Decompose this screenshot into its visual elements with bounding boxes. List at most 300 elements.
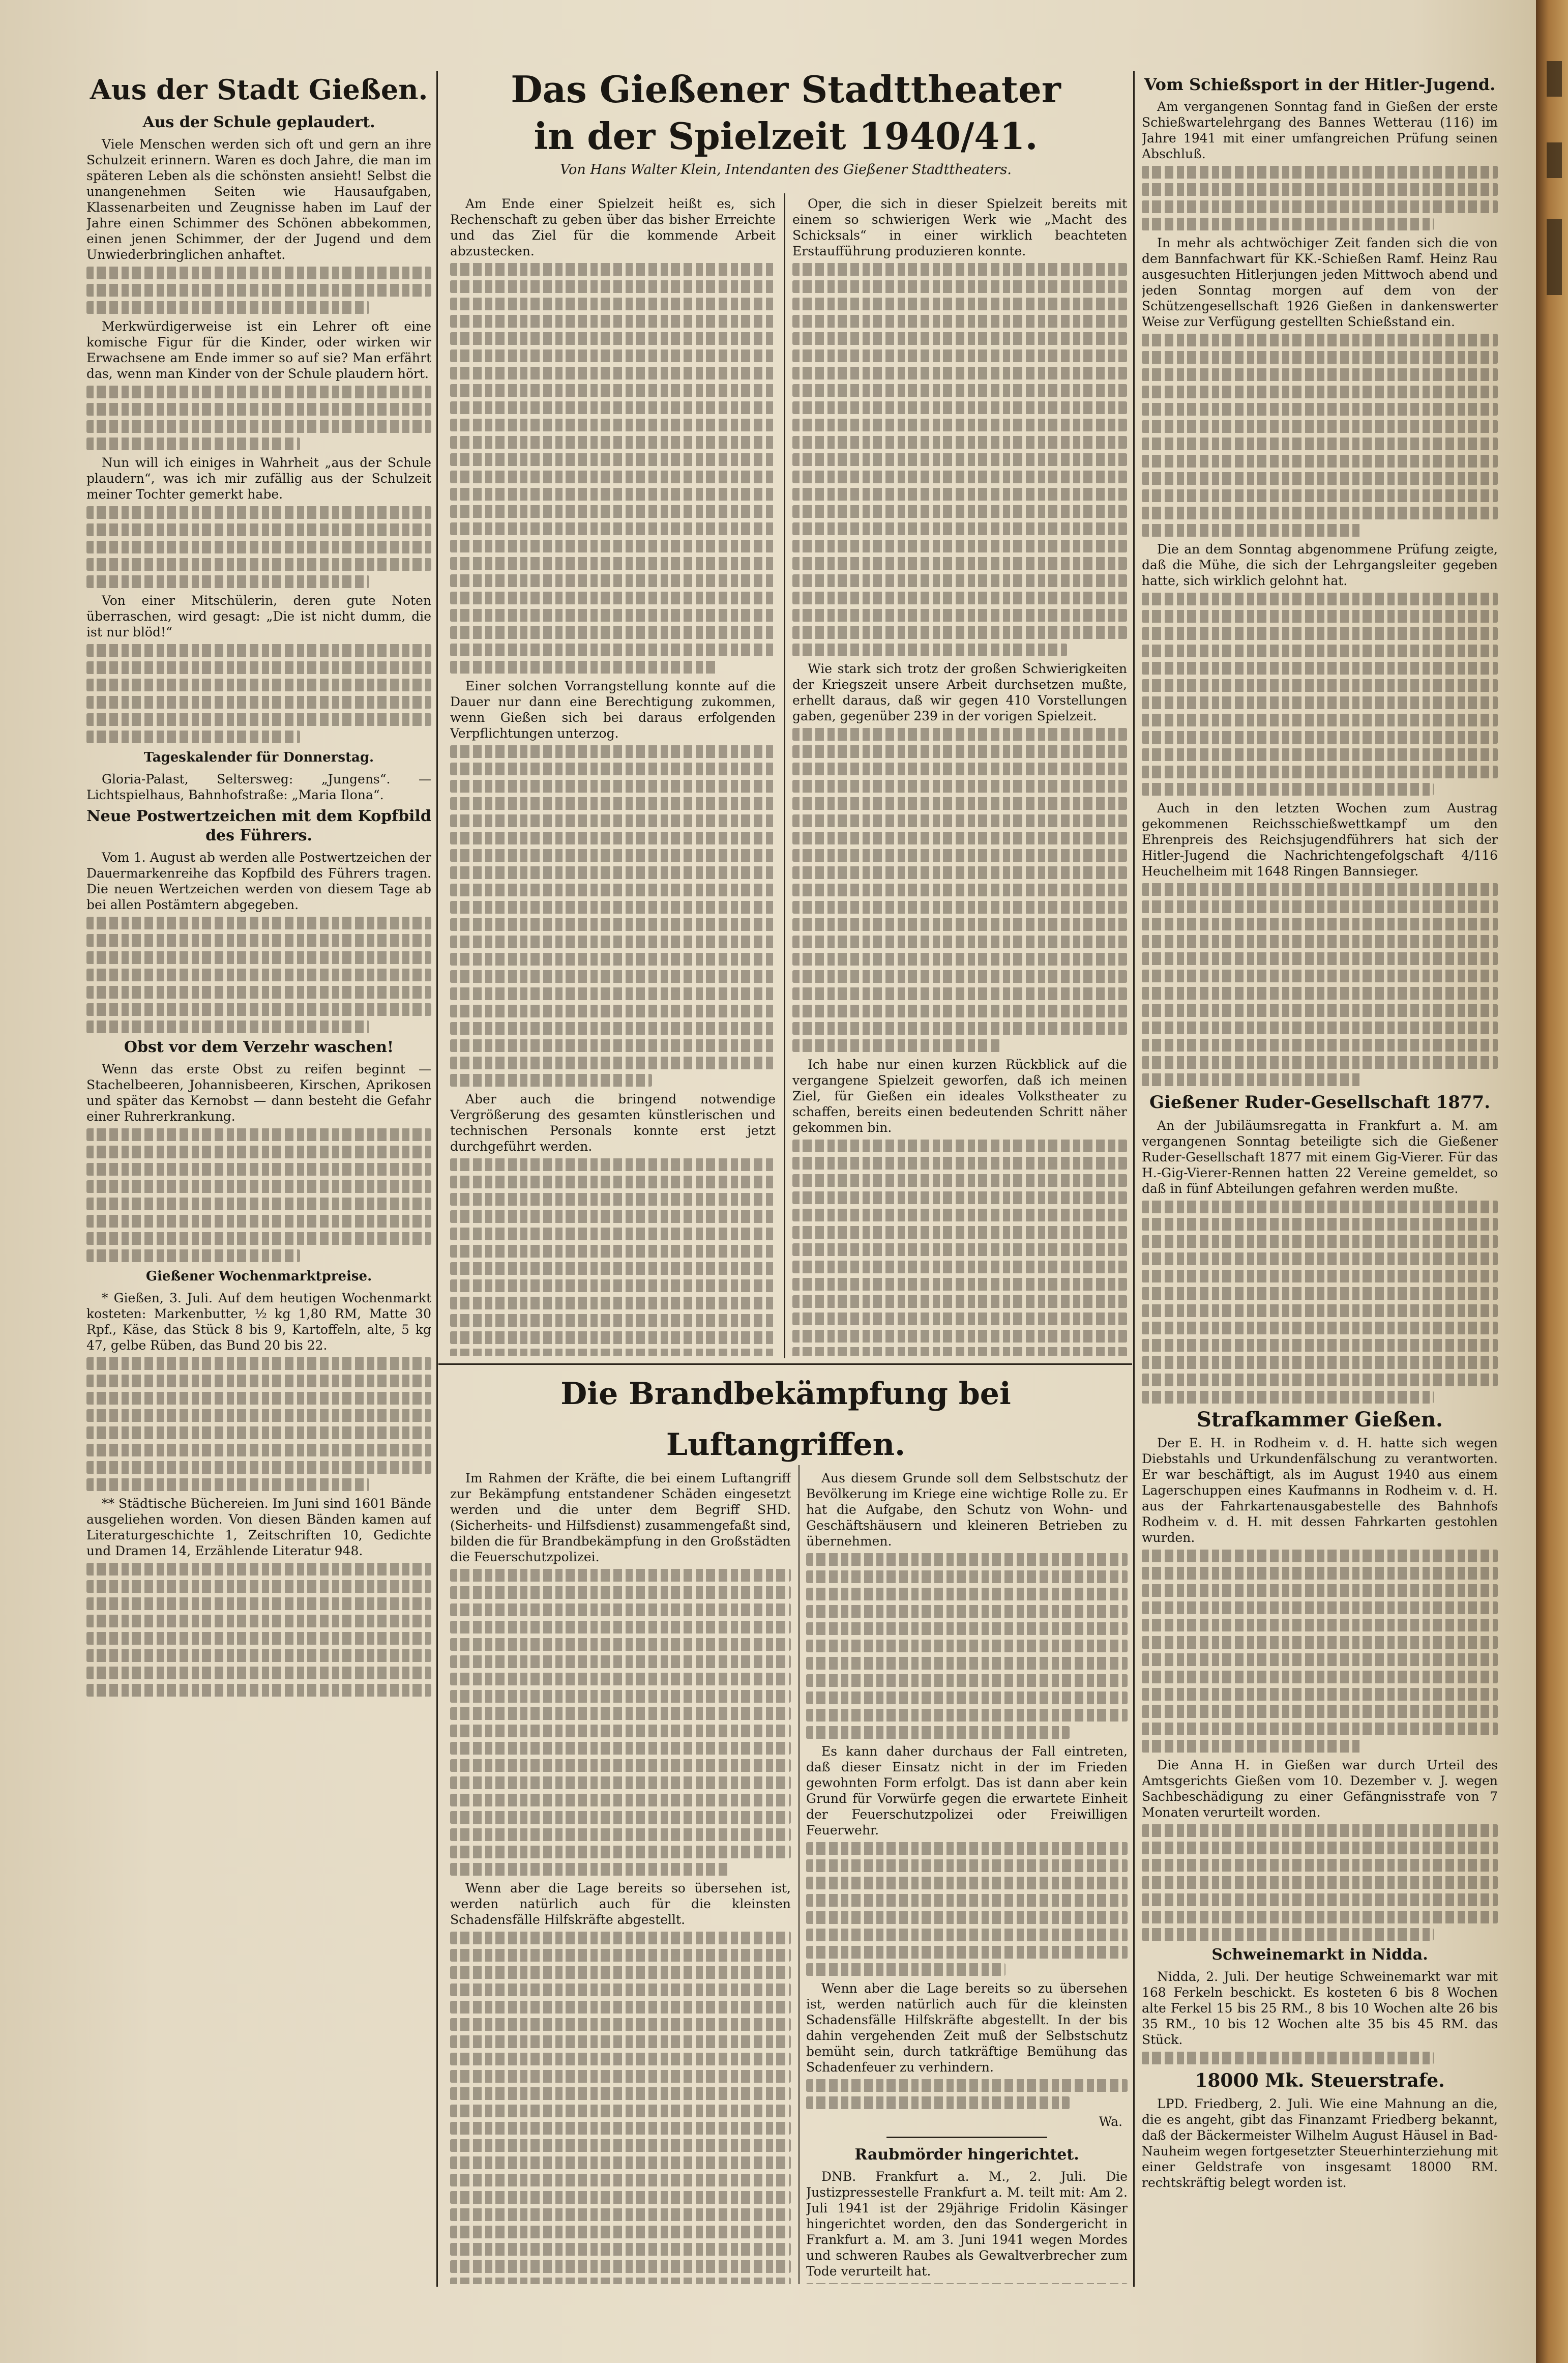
text-line [450,1297,776,1309]
theater-column-a [450,196,776,1356]
text-line [450,609,776,622]
steuerstrafe-heading: 18000 Mk. Steuerstrafe. [1195,2070,1445,2091]
text-line [450,2035,791,2048]
edge-text-mark [1547,142,1562,178]
column-rule-right [1133,71,1135,2287]
text-line [450,280,776,293]
text-line [792,1330,1127,1343]
text-line [86,386,431,398]
text-line [86,713,431,726]
text-line [86,403,431,416]
edge-text-mark [1547,61,1562,97]
text-line [1142,1601,1498,1614]
text-line [86,917,431,929]
text-line [1142,1653,1498,1666]
text-line [450,1725,791,1737]
schweinemarkt-paragraph: Nidda, 2. Juli. Der heutige Schweinemarkt war mit 168 Ferkeln beschickt. Es kosteten 6 bis 8 Wochen alte Ferkel 15 bis 25 RM., 8 bis 10 Wochen alte 26 bis 35 RM., 10 bis 12 Wochen alte 35 bis 45 RM. das Stück. [1142,1969,1498,2047]
text-line [86,541,431,553]
text-line [792,280,1127,293]
text-line [1142,883,1498,896]
text-line [1142,679,1498,692]
text-line [792,384,1127,397]
text-line [1142,218,1434,230]
text-line [86,1375,431,1387]
text-line [1142,627,1498,640]
text-line [450,1022,776,1035]
text-line [1142,368,1498,381]
brand-column-a [450,1470,791,2284]
text-line [86,1163,431,1176]
text-line [792,349,1127,362]
text-line [450,1245,776,1258]
right-column [1142,71,1498,2289]
text-line [450,540,776,552]
article-paragraph: Vom 1. August ab werden alle Postwertzeichen der Dauermarkenreihe das Kopfbild des Führers tragen. Die neuen Wertzeichen werden von diesem Tage ab bei allen Postämtern abgegeben. [86,850,431,912]
buecherei-text: ** Städtische Büchereien. Im Juni sind 1601 Bände ausgeliehen worden. Von diesen Bänden kamen auf Literaturgeschichte 1, Zeitschriften 10, Gedichte und Dramen 14, Erzählende Literatur 948. [86,1496,431,1558]
text-line [450,918,776,931]
theater-paragraph: Aber auch die bringend notwendige Vergrößerung des gesamten künstlerischen und technischen Personals konnte erst jetzt durchgeführt werden. [450,1092,776,1154]
text-line [450,471,776,483]
text-line [450,1742,791,1755]
article-paragraph: Wenn das erste Obst zu reifen beginnt — Stachelbeeren, Johannisbeeren, Kirschen, Aprikosen und später das Kernobst — dann besteht die Gefahr einer Ruhrerkrankung. [86,1062,431,1124]
schiess-paragraph: Auch in den letzten Wochen zum Austrag gekommenen Reichsschießwettkampf um den Ehrenpreis des Reichsjugendführers hat sich der Hitler-Jugend die Nachrichtengefolgschaft 4/116 Heuchelheim mit 1648 Ringen Bannsieger. [1142,801,1498,879]
text-line [1142,766,1498,778]
text-line [1142,1550,1498,1562]
text-line [792,401,1127,414]
text-line [806,1726,1070,1739]
column-rule-theater-mid [784,193,785,1358]
text-line [1142,1022,1498,1034]
text-line [1142,1740,1363,1753]
text-line [792,1312,1127,1325]
text-line [1142,351,1498,364]
text-line [86,969,431,981]
text-line [450,1828,791,1841]
text-line [792,471,1127,483]
text-line [806,1553,1128,1566]
text-line [1142,489,1498,502]
column-rule-brand-mid [798,1465,800,2284]
text-line [792,298,1127,310]
text-line [1142,1004,1498,1017]
brand-paragraph: Es kann daher durchaus der Fall eintreten, daß dieser Einsatz nicht in der im Frieden gewohnten Form erfolgt. Das ist dann aber kein Grund für Vorwürfe gegen die erwartete Einheit der Feuerschutzpolizei oder Freiwilligen Feuerwehr. [806,1744,1128,1837]
text-line [450,315,776,328]
text-line [450,797,776,810]
text-line [792,609,1127,622]
text-line [86,1597,431,1610]
text-line [450,505,776,518]
text-line [1142,1688,1498,1701]
text-line [450,1811,791,1824]
text-line [86,1632,431,1645]
text-line [450,1794,791,1806]
text-line [792,488,1127,501]
article-paragraph: Nun will ich einiges in Wahrheit „aus der Schule plaudern“, was ich mir zufällig aus der Schulzeit meiner Tochter gemerkt habe. [86,455,431,502]
binding-edge [1536,0,1568,2363]
theater-paragraph: Wie stark sich trotz der großen Schwierigkeiten der Kriegszeit unsere Arbeit durchsetzen mußte, erhellt daraus, daß wir gegen 410 Vorstellungen gaben, gegenüber 239 in der vorigen Spielzeit. [792,661,1127,723]
text-line [450,970,776,983]
theater-byline: Von Hans Walter Klein, Intendanten des Gießener Stadttheaters. [560,162,1012,178]
divider-rule [886,2137,1047,2138]
text-line [806,1622,1128,1635]
text-line [450,367,776,380]
text-line [450,332,776,345]
text-line [450,1176,776,1188]
text-line [1142,1671,1498,1683]
text-line [86,506,431,519]
text-line [792,367,1127,380]
text-line [1142,1304,1498,1317]
text-line [450,1966,791,1979]
text-line [1142,1218,1498,1231]
text-line [86,986,431,999]
text-line [450,1158,776,1171]
text-line [1142,748,1498,761]
text-line [450,814,776,827]
text-line [86,1478,369,1491]
text-line [1142,662,1498,675]
text-line [792,728,1127,741]
text-line [1142,1391,1434,1404]
text-line [1142,334,1498,346]
brand-paragraph: Aus diesem Grunde soll dem Selbstschutz der Bevölkerung im Kriege eine wichtige Rolle zu. Er hat die Aufgabe, den Schutz von Wohn- und Geschäftshäusern und kleineren Betrieben zu übernehmen. [806,1471,1128,1549]
text-line [450,1279,776,1292]
text-line [1142,610,1498,623]
text-line [806,1570,1128,1583]
text-line [450,1707,791,1720]
text-line [450,866,776,879]
text-line [1142,437,1498,450]
text-line [1142,2052,1434,2064]
text-line [450,1759,791,1772]
text-line [792,953,1127,966]
brand-title: Die Brandbekämpfung bei Luftangriffen. [560,1376,1011,1463]
text-line [450,849,776,862]
edge-text-mark [1547,219,1562,295]
text-line [792,1209,1127,1221]
text-line [792,763,1127,775]
strafkammer-paragraph: Die Anna H. in Gießen war durch Urteil des Amtsgerichts Gießen vom 10. Dezember v. J. wegen Sachbeschädigung zu einer Gefängnisstrafe von 7 Monaten verurteilt worden. [1142,1758,1498,1820]
text-line [1142,731,1498,744]
text-line [806,1946,1128,1959]
text-line [792,884,1127,896]
theater-paragraph: Am Ende einer Spielzeit heißt es, sich Rechenschaft zu geben über das bisher Erreichte und das Ziel für die kommende Arbeit abzustecken. [450,196,776,258]
text-line [792,780,1127,793]
text-line [792,1039,1000,1052]
text-line [450,2174,791,2186]
text-line [792,1243,1127,1256]
text-line [450,401,776,414]
theater-paragraph: Einer solchen Vorrangstellung konnte auf die Dauer nur dann eine Berechtigung zukommen, wenn Gießen sich bei daraus erfolgenden Verpflichtungen unterzog. [450,679,776,741]
brand-column-b [806,1470,1128,2284]
text-line [450,2260,791,2273]
text-line [86,1180,431,1193]
strafkammer-paragraph: Der E. H. in Rodheim v. d. H. hatte sich wegen Diebstahls und Urkundenfälschung zu verantworten. Er war beschäftigt, als im August 1940 aus einem Lagerschuppen eines Kaufmanns in Rodheim v. d. H. aus der Fahrkartenausgabestelle des Bahnhofs Rodheim v. d. H. mit dessen Fahrkarten gestohlen wurden. [1142,1436,1498,1545]
text-line [806,1877,1128,1889]
text-line [792,745,1127,758]
theater-title-line2: in der Spielzeit 1940/41. [534,114,1038,158]
text-line [86,1020,369,1033]
text-line [86,1461,431,1474]
text-line [792,263,1127,276]
text-line [450,987,776,1000]
text-line [1142,987,1498,1000]
text-line [1142,783,1434,796]
text-line [450,936,776,948]
text-line [1142,935,1498,948]
text-line [450,592,776,604]
schiess-paragraph: Die an dem Sonntag abgenommene Prüfung zeigte, daß die Mühe, die sich der Lehrgangsleiter gegeben hatte, sich wirklich gelohnt hat. [1142,542,1498,588]
brand-headline [442,1368,1129,1465]
theater-paragraph: Oper, die sich in dieser Spielzeit bereits mit einem so schwierigen Werk wie „Macht des Schicksals“ in einer wirklich beachteten Erstaufführung produzieren konnte. [792,196,1127,258]
text-line [450,1074,652,1087]
text-line [450,557,776,570]
text-line [86,696,431,709]
text-line [450,1932,791,1944]
text-line [1142,1876,1498,1889]
text-line [792,505,1127,518]
theater-headline [442,66,1129,193]
text-line [86,1128,431,1141]
text-line [1142,1723,1498,1735]
text-line [450,1262,776,1275]
text-line [450,1210,776,1223]
text-line [450,2070,791,2083]
theater-title-line1: Das Gießener Stadttheater [511,68,1061,111]
text-line [450,1005,776,1017]
text-line [450,1569,791,1582]
text-line [806,1911,1128,1924]
text-line [792,849,1127,862]
text-line [86,661,431,674]
text-line [1142,1842,1498,1854]
text-line [792,540,1127,552]
text-line [450,1057,776,1069]
text-line [1142,970,1498,982]
ruder-paragraph: An der Jubiläumsregatta in Frankfurt a. M. am vergangenen Sonntag beteiligte sich die Gießener Ruder-Gesellschaft 1877 mit einem Gig-Vierer. Für das H.-Gig-Vierer-Rennen hatten 22 Vereine gemeldet, so daß in fünf Abteilungen gefahren werden mußte. [1142,1118,1498,1196]
text-line [792,419,1127,431]
text-line [1142,1201,1498,1213]
text-line [806,1588,1128,1600]
text-line [792,1295,1127,1308]
strafkammer-heading: Strafkammer Gießen. [1197,1408,1443,1432]
text-line [1142,1893,1498,1906]
text-line [450,488,776,501]
text-line [806,1691,1128,1704]
text-line [450,626,776,639]
text-line [1142,507,1498,519]
text-line [1142,200,1498,213]
text-line [1142,1859,1498,1872]
text-line [450,1690,791,1703]
text-line [1142,1235,1498,1248]
text-line [1142,403,1498,416]
text-line [806,2283,1128,2284]
text-line [450,263,776,276]
tageskalender-heading: Tageskalender für Donnerstag. [143,750,374,765]
text-line [792,453,1127,466]
text-line [1142,472,1498,485]
text-line [1142,1056,1498,1069]
text-line [86,1684,431,1697]
text-line [86,1667,431,1679]
text-line [1142,1619,1498,1631]
text-line [450,763,776,775]
text-line [450,745,776,758]
text-line [450,1603,791,1616]
article-heading-obst: Obst vor dem Verzehr waschen! [124,1038,394,1056]
text-line [450,1638,791,1651]
text-line [450,901,776,914]
text-line [1142,1287,1498,1300]
schiess-heading: Vom Schießsport in der Hitler-Jugend. [1144,75,1496,94]
text-line [1142,1824,1498,1837]
text-line [450,1193,776,1206]
text-line [806,1605,1128,1618]
text-line [792,574,1127,587]
text-line [1142,900,1498,913]
text-line [450,453,776,466]
text-line [806,1842,1128,1855]
text-line [450,298,776,310]
text-line [450,661,717,674]
text-line [792,901,1127,914]
text-line [450,1655,791,1668]
text-line [450,1621,791,1633]
text-line [1142,1911,1498,1923]
text-line [86,1357,431,1370]
text-line [450,1863,729,1876]
text-line [792,592,1127,604]
text-line [1142,1584,1498,1597]
text-line [450,1331,776,1344]
theater-column-b [792,196,1127,1356]
text-line [86,575,369,588]
text-line [1142,455,1498,468]
text-line [806,1674,1128,1687]
text-line [450,2191,791,2204]
text-line [806,1963,1005,1976]
text-line [450,1776,791,1789]
article-paragraph: Viele Menschen werden sich oft und gern an ihre Schulzeit erinnern. Waren es doch Jahre, die man im späteren Leben als die schönsten ansieht! Selbst die unangenehmen Seiten wie Hausaufgaben, Klassenarbeiten und Zeugnisse haben im Lauf der Jahre einen Schimmer des Schönen abbekommen, einen jenen Schimmer, der der Jugend und dem Unwiederbringlichen anhaftet. [86,137,431,262]
text-line [1142,1252,1498,1265]
text-line [1142,1322,1498,1334]
text-line [86,1392,431,1405]
text-line [792,315,1127,328]
text-line [86,1003,431,1016]
text-line [806,1894,1128,1907]
schweinemarkt-heading: Schweinemarkt in Nidda. [1211,1946,1428,1964]
text-line [86,1215,431,1228]
column-rule-left [436,71,438,2287]
text-line [450,2018,791,2031]
text-line [450,384,776,397]
text-line [450,953,776,966]
text-line [792,1278,1127,1291]
text-line [792,936,1127,948]
schiess-paragraph: Am vergangenen Sonntag fand in Gießen der erste Schießwartelehrgang des Bannes Wetterau (116) im Jahre 1941 mit einer umfangreichen Prüfung seinen Abschluß. [1142,99,1498,161]
text-line [792,970,1127,983]
text-line [450,436,776,449]
text-line [450,2156,791,2169]
text-line [792,644,1067,656]
text-line [450,349,776,362]
schiess-paragraph: In mehr als achtwöchiger Zeit fanden sich die von dem Bannfachwart für KK.-Schießen Ramf. Heinz Rau ausgesuchten Hitlerjungen jeden Mittwoch abend und jeden Sonntag morgen auf dem von der Schützengesellschaft 1926 Gießen in dankenswerter Weise zur Verfügung gestellten Schießstand ein. [1142,236,1498,329]
text-line [450,1349,776,1356]
text-line [450,884,776,896]
text-line [806,2079,1128,2092]
text-line [1142,1073,1363,1086]
text-line [1142,1270,1498,1282]
text-line [806,2096,1070,2109]
text-line [792,1261,1127,1273]
text-line [450,2087,791,2100]
text-line [1142,420,1498,433]
text-line [86,301,369,314]
text-line [450,780,776,793]
raub-heading: Raubmörder hingerichtet. [854,2146,1079,2164]
text-line [86,934,431,947]
text-line [1142,1039,1498,1052]
text-line [450,1673,791,1685]
text-line [86,558,431,571]
text-line [450,1228,776,1240]
text-line [450,2105,791,2117]
text-line [1142,386,1498,398]
text-line [450,1846,791,1858]
text-line [792,1174,1127,1187]
text-line [1142,524,1363,537]
text-line [792,1140,1127,1152]
text-line [806,1709,1128,1722]
article-paragraph: Von einer Mitschülerin, deren gute Noten überraschen, wird gesagt: „Die ist nicht dumm, die ist nur blöd!“ [86,593,431,639]
text-line [1142,918,1498,930]
text-line [1142,1567,1498,1580]
text-line [450,2226,791,2238]
left-column [86,71,431,2289]
article-heading-post: Neue Postwertzeichen mit dem Kopfbild des Führers. [86,807,431,844]
text-line [450,1586,791,1599]
text-line [1142,593,1498,605]
text-line [1142,1928,1434,1941]
text-line [86,731,300,743]
text-line [450,1949,791,1962]
text-line [1142,645,1498,657]
text-line [450,2053,791,2065]
text-line [1142,1705,1498,1718]
text-line [450,2139,791,2152]
text-line [806,1929,1128,1941]
text-line [450,419,776,431]
text-line [86,951,431,964]
text-line [792,1005,1127,1017]
text-line [792,832,1127,844]
text-line [86,1444,431,1456]
text-line [86,523,431,536]
text-line [792,557,1127,570]
text-line [450,522,776,535]
steuerstrafe-paragraph: LPD. Friedberg, 2. Juli. Wie eine Mahnung an die, die es angeht, gibt das Finanzamt Friedberg bekannt, daß der Bäckermeister Wilhelm August Häusel in Bad-Nauheim wegen fortgesetzter Steuerhinterziehung mit einer Geldstrafe von insgesamt 18000 RM. rechtskräftig belegt worden ist. [1142,2096,1498,2190]
brand-paragraph: Wenn aber die Lage bereits so zu übersehen ist, werden natürlich auch für die kleinsten Schadensfälle Hilfskräfte abgestellt. In der bis dahin vergehenden Zeit muß der Selbstschutz bemüht sein, durch tatkräftige Bemühung das Schadenfeuer zu verhindern. [806,1981,1128,2075]
text-line [86,679,431,691]
text-line [450,574,776,587]
text-line [1142,696,1498,709]
text-line [792,1226,1127,1239]
text-line [792,866,1127,879]
text-line [792,918,1127,931]
text-line [792,797,1127,810]
text-line [1142,714,1498,726]
